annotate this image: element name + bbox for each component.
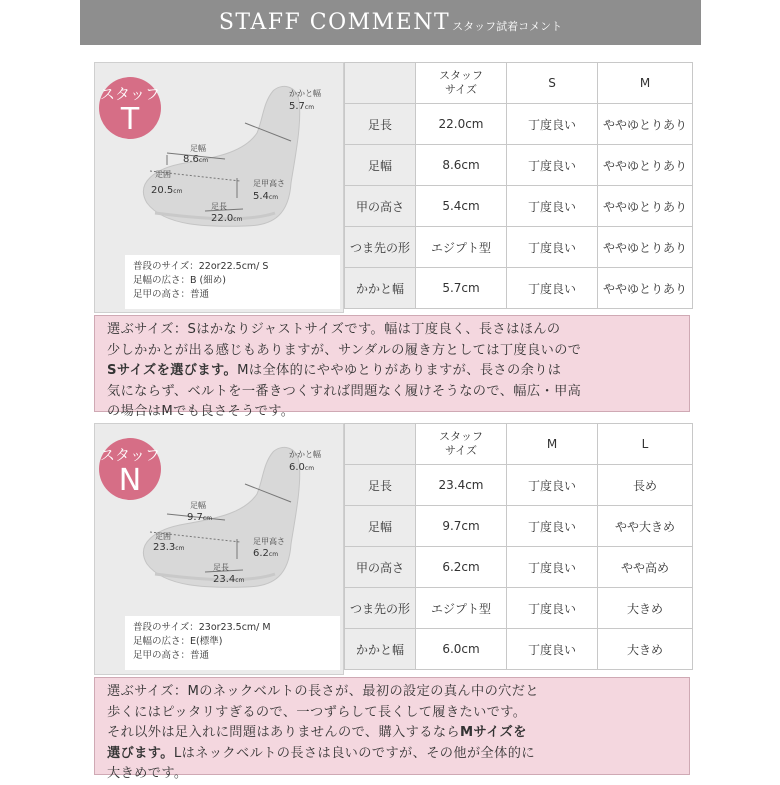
length-value: 22.0cm xyxy=(211,213,243,224)
staff-value: 5.7cm xyxy=(416,268,507,309)
heel-label: かかと幅 xyxy=(289,89,321,98)
instep-value: 6.2cm xyxy=(253,548,279,559)
staff-value: 6.0cm xyxy=(416,629,507,670)
comment-line: 選ぶサイズ：Mのネックベルトの長さが、最初の設定の真ん中の穴だと xyxy=(107,684,539,699)
fit-table xyxy=(344,62,693,309)
staff-value: 23.4cm xyxy=(416,465,507,506)
badge-letter: T xyxy=(120,102,140,137)
comment-text: それ以外は足入れに問題はありませんので、購入するなら xyxy=(107,725,461,740)
comment-emphasis: Mサイズを xyxy=(460,725,527,740)
row-label: 足長 xyxy=(345,465,416,506)
comment-text: Lはネックベルトの長さは良いのですが、その他が全体的に xyxy=(173,745,535,761)
header-staff-size: スタッフ サイズ xyxy=(416,63,507,104)
comment-line: 気にならず、ベルトを一番きつくすれば問題なく履けそうなので、幅広・甲高 xyxy=(107,383,582,399)
fit-value-2: ややゆとりあり xyxy=(598,145,693,186)
heel-label: かかと幅 xyxy=(289,450,321,459)
fit-value-1: 丁度良い xyxy=(507,465,598,506)
fit-table xyxy=(344,423,693,670)
staff-specs xyxy=(125,616,340,670)
spec-width: 足幅の広さ：E(標準) xyxy=(133,636,223,647)
row-label: 甲の高さ xyxy=(345,547,416,588)
header-size-1: S xyxy=(507,63,598,104)
fit-value-2: ややゆとりあり xyxy=(598,104,693,145)
header-subtitle: スタッフ試着コメント xyxy=(452,19,563,33)
table-row xyxy=(345,465,693,506)
comment-line xyxy=(107,744,681,765)
header-staff-size: スタッフ サイズ xyxy=(416,424,507,465)
fit-value-1: 丁度良い xyxy=(507,547,598,588)
staff-value: 9.7cm xyxy=(416,506,507,547)
staff-value: 8.6cm xyxy=(416,145,507,186)
fit-value-2: ややゆとりあり xyxy=(598,227,693,268)
heel-value: 5.7cm xyxy=(289,101,315,112)
row-label: かかと幅 xyxy=(345,268,416,309)
width-value: 8.6cm xyxy=(183,154,209,165)
staff-value: エジプト型 xyxy=(416,588,507,629)
fit-value-1: 丁度良い xyxy=(507,145,598,186)
table-row xyxy=(345,588,693,629)
fit-value-1: 丁度良い xyxy=(507,588,598,629)
spec-width: 足幅の広さ：B (細め) xyxy=(133,275,226,286)
header-title: STAFF COMMENT xyxy=(218,10,451,35)
fit-value-1: 丁度良い xyxy=(507,104,598,145)
staff-comment xyxy=(94,315,690,419)
badge-label: スタッフ xyxy=(99,85,160,103)
ball-value: 20.5cm xyxy=(151,185,183,196)
staff-badge-t xyxy=(99,77,161,139)
header-size-1: M xyxy=(507,424,598,465)
fit-value-1: 丁度良い xyxy=(507,506,598,547)
row-label: 足幅 xyxy=(345,145,416,186)
ball-label: 足囲 xyxy=(155,170,171,179)
fit-value-2: ややゆとりあり xyxy=(598,186,693,227)
spec-usual-size: 普段のサイズ：23or23.5cm/ M xyxy=(133,622,271,633)
comment-emphasis: 選びます。 xyxy=(107,745,174,761)
badge-label: スタッフ xyxy=(99,446,160,464)
staff-badge-n xyxy=(99,438,161,500)
fit-value-2: やや大きめ xyxy=(598,506,693,547)
staff-value: 6.2cm xyxy=(416,547,507,588)
spec-instep: 足甲の高さ：普通 xyxy=(133,650,210,661)
row-label: 甲の高さ xyxy=(345,186,416,227)
staff-value: 22.0cm xyxy=(416,104,507,145)
fit-value-1: 丁度良い xyxy=(507,186,598,227)
width-label: 足幅 xyxy=(190,144,206,153)
fit-value-2: 長め xyxy=(598,465,693,506)
spec-usual-size: 普段のサイズ：22or22.5cm/ S xyxy=(133,261,269,272)
comment-line: 選ぶサイズ：Sはかなりジャストサイズです。幅は丁度良く、長さはほんの xyxy=(107,322,561,337)
ball-label: 足囲 xyxy=(155,532,171,541)
comment-line xyxy=(107,723,681,744)
row-label: 足幅 xyxy=(345,506,416,547)
row-label: かかと幅 xyxy=(345,629,416,670)
width-value: 9.7cm xyxy=(187,512,213,523)
fit-value-2: やや高め xyxy=(598,547,693,588)
table-row xyxy=(345,268,693,309)
fit-value-2: 大きめ xyxy=(598,588,693,629)
ball-value: 23.3cm xyxy=(153,542,185,553)
header-size-2: L xyxy=(598,424,693,465)
section-header xyxy=(80,0,701,45)
row-label: つま先の形 xyxy=(345,588,416,629)
fit-value-1: 丁度良い xyxy=(507,227,598,268)
comment-line: 大きめです。 xyxy=(107,766,188,781)
comment-emphasis: Sサイズを選びます。 xyxy=(107,363,238,378)
comment-line: 少しかかとが出る感じもありますが、サンダルの履き方としては丁度良いので xyxy=(107,342,582,358)
table-row xyxy=(345,547,693,588)
foot-diagram-panel xyxy=(94,423,344,675)
length-value: 23.4cm xyxy=(213,574,245,585)
heel-value: 6.0cm xyxy=(289,462,315,473)
table-row xyxy=(345,506,693,547)
table-row xyxy=(345,227,693,268)
staff-comment xyxy=(94,677,690,781)
badge-letter: N xyxy=(118,463,142,498)
length-label: 足長 xyxy=(211,202,227,211)
comment-line xyxy=(107,361,681,382)
foot-diagram-panel xyxy=(94,62,344,313)
table-row xyxy=(345,186,693,227)
table-row xyxy=(345,145,693,186)
spec-instep: 足甲の高さ：普通 xyxy=(133,289,210,300)
fit-value-1: 丁度良い xyxy=(507,629,598,670)
fit-value-1: 丁度良い xyxy=(507,268,598,309)
instep-label: 足甲高さ xyxy=(253,179,285,188)
comment-line: の場合はMでも良さそうです。 xyxy=(107,404,295,419)
table-row xyxy=(345,629,693,670)
fit-value-2: 大きめ xyxy=(598,629,693,670)
staff-specs xyxy=(125,255,340,309)
table-row xyxy=(345,104,693,145)
instep-value: 5.4cm xyxy=(253,191,279,202)
table-corner xyxy=(345,63,416,104)
comment-text: Mは全体的にややゆとりがありますが、長さの余りは xyxy=(237,363,562,378)
header-size-2: M xyxy=(598,63,693,104)
width-label: 足幅 xyxy=(190,501,206,510)
table-corner xyxy=(345,424,416,465)
staff-t-section xyxy=(94,62,690,419)
instep-label: 足甲高さ xyxy=(253,537,285,546)
fit-value-2: ややゆとりあり xyxy=(598,268,693,309)
staff-n-section xyxy=(94,423,690,781)
staff-value: 5.4cm xyxy=(416,186,507,227)
staff-value: エジプト型 xyxy=(416,227,507,268)
length-label: 足長 xyxy=(213,563,229,572)
comment-line: 歩くにはピッタリすぎるので、一つずらして長くして履きたいです。 xyxy=(107,704,527,720)
row-label: 足長 xyxy=(345,104,416,145)
row-label: つま先の形 xyxy=(345,227,416,268)
